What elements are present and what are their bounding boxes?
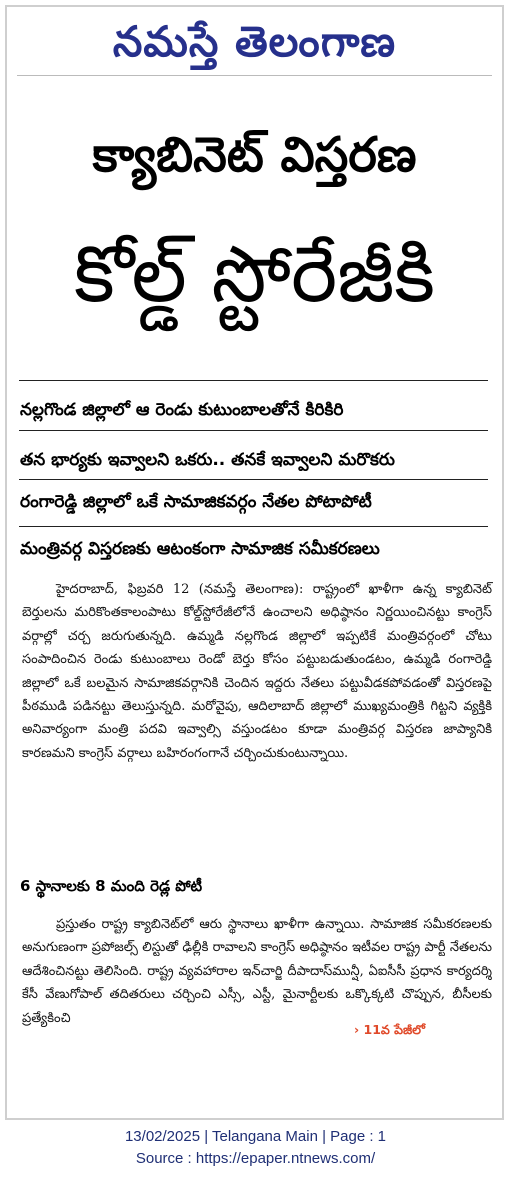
headline-line-2: కోల్డ్ స్టోరేజీకి bbox=[74, 230, 435, 320]
headline-line-1: క్యాబినెట్ విస్తరణ bbox=[92, 127, 417, 183]
subhead-divider bbox=[19, 380, 488, 381]
continued-on-page bbox=[350, 1022, 425, 1041]
subhead-3: రంగారెడ్డి జిల్లాలో ఒకే సామాజికవర్గం నేతల పోటాపోటీ bbox=[20, 492, 372, 512]
article-paragraph-2: ప్రస్తుతం రాష్ట్ర క్యాబినెట్‌లో ఆరు స్థానాలు ఖాళీగా ఉన్నాయి. సామాజిక సమీకరణలకు అనుగుణంగా ప్రపోజల్స్ లిస్టుతో ఢిల్లీకి రావాలని కాంగ్రెస్ అధిష్ఠానం ఇటీవల రాష్ట్ర పార్టీ నేతలను ఆదేశించినట్టు తెలిసింది. రాష్ట్ర వ్యవహారాల ఇన్‌చార్జి దీపాదాస్‌మున్షీ, ఏఐసీసీ ప్రధాన కార్యదర్శి కేసీ వేణుగోపాల్ తదితరులు చర్చించి ఎస్సీ, ఎస్టీ, మైనార్టీలకు ఒక్కొక్కటి చొప్పున, బీసీలకు ప్రత్యేకించి bbox=[22, 917, 492, 1026]
subhead-divider bbox=[19, 479, 488, 480]
masthead-logo: నమస్తే తెలంగాణ bbox=[112, 17, 397, 66]
subhead-1: నల్లగొండ జిల్లాలో ఆ రెండు కుటుంబాలతోనే కిరికిరి bbox=[20, 400, 344, 420]
subhead-2: తన భార్యకు ఇవ్వాలని ఒకరు.. తనకే ఇవ్వాలని మరొకరు bbox=[20, 450, 395, 470]
subhead-divider bbox=[19, 430, 488, 431]
section-heading: 6 స్థానాలకు 8 మంది రెడ్ల పోటీ bbox=[20, 877, 203, 895]
continued-arrow-icon: › bbox=[354, 1022, 360, 1037]
masthead-divider bbox=[17, 75, 492, 76]
subhead-divider bbox=[19, 526, 488, 527]
continued-page-label: 11వ పేజీలో bbox=[363, 1022, 426, 1037]
newspaper-clipping bbox=[5, 5, 504, 1120]
subhead-4: మంత్రివర్గ విస్తరణకు ఆటంకంగా సామాజిక సమీకరణలు bbox=[20, 539, 380, 559]
article-body-1 bbox=[22, 578, 492, 765]
source-footer bbox=[0, 1126, 511, 1170]
article-paragraph-1: హైదరాబాద్, ఫిబ్రవరి 12 (నమస్తే తెలంగాణ): రాష్ట్రంలో ఖాళీగా ఉన్న క్యాబినెట్ బెర్తులను మరికొంతకాలంపాటు కోల్డ్‌స్టోరేజీలోనే ఉంచాలని అధిష్ఠానం నిర్ణయించినట్టు కాంగ్రెస్ వర్గాల్లో చర్చ జరుగుతున్నది. ఉమ్మడి నల్లగొండ జిల్లాలో ఇప్పటికే మంత్రివర్గంలో చోటు సంపాదించిన రెండు కుటుంబాలు రెండో బెర్తు కోసం పట్టుబడుతుండటం, ఉమ్మడి రంగారెడ్డి జిల్లాలో ఒకే బలమైన సామాజికవర్గానికి చెందిన ఇద్దరు నేతలు పట్టువీడకపోవడంతో విస్తరణపై పీఠముడి పడినట్టు తెలుస్తున్నది. మరోవైపు, ఆదిలాబాద్ జిల్లాలో ముఖ్యమంత్రికి గిట్టని వ్యక్తికి అనివార్యంగా మంత్రి పదవి ఇవ్వాల్సి వస్తుండటం కూడా మంత్రివర్గ విస్తరణ జాప్యానికి కారణమని కాంగ్రెస్ వర్గాలు బహిరంగంగానే చర్చించుకుంటున్నాయి. bbox=[22, 582, 492, 761]
article-body-2 bbox=[22, 913, 492, 1030]
footer-date-edition: 13/02/2025 | Telangana Main | Page : 1 bbox=[124, 1128, 387, 1145]
footer-source-link[interactable]: Source : https://epaper.ntnews.com/ bbox=[135, 1150, 376, 1167]
